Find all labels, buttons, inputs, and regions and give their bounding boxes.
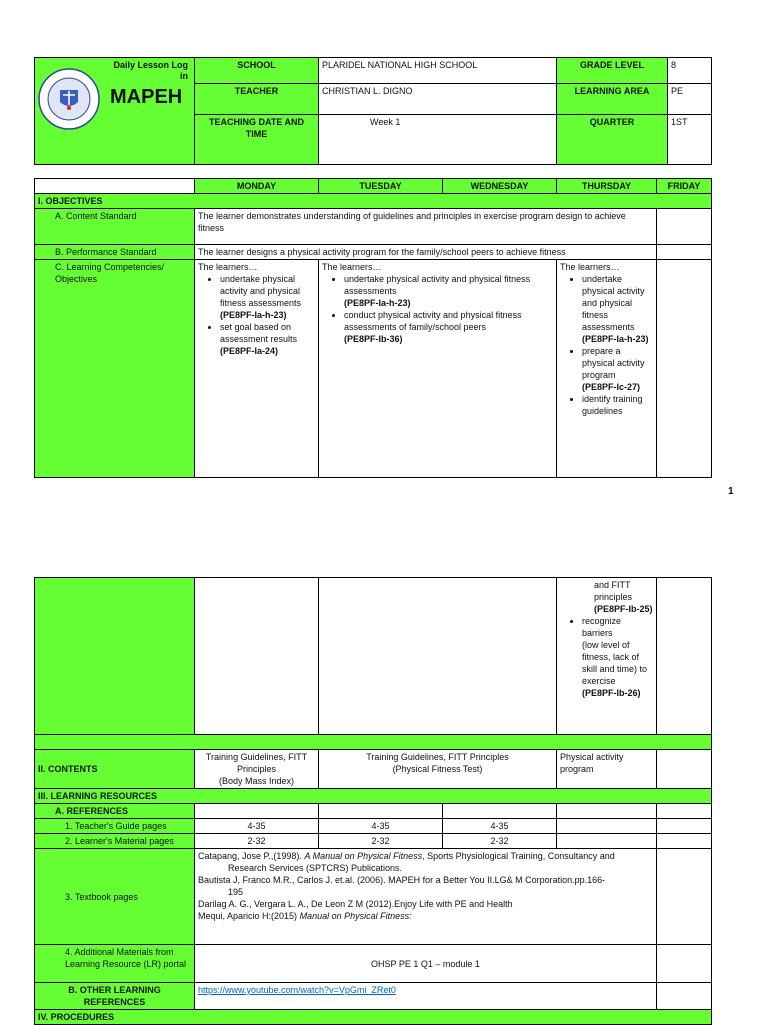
tg-pages-monday: 4-35 [195,819,319,834]
contents-monday: Training Guidelines, FITT Principles (Body Mass Index) [195,750,319,789]
list-item: • undertake physical activity and physical fitness assessments (PE8PF-Ia-h-23) [220,273,315,321]
references-heading: A. REFERENCES [35,804,195,819]
performance-standard-text: The learner designs a physical activity program for the family/school peers to achieve fitness [195,245,657,260]
day-thursday: THURSDAY [557,179,657,194]
tg-pages-tuesday: 4-35 [319,819,443,834]
day-wednesday: WEDNESDAY [443,179,557,194]
school-value: PLARIDEL NATIONAL HIGH SCHOOL [319,58,557,84]
list-item: • conduct physical activity and physical fitness assessments of family/school peers (PE8PF-Ib-36) [344,309,553,345]
performance-standard-label: B. Performance Standard [35,245,195,260]
quarter-value: 1ST [668,114,712,164]
resources-heading: III. LEARNING RESOURCES [35,789,712,804]
date-label: TEACHING DATE AND TIME [195,114,319,164]
list-item: • identify training guidelines [582,393,653,417]
subject-title: MAPEH [110,86,183,108]
area-value: PE [668,84,712,114]
contents-tue-wed: Training Guidelines, FITT Principles (Physical Fitness Test) [319,750,557,789]
header-logo-cell [35,58,195,165]
date-value: Week 1 [370,116,401,127]
lm-pages-tuesday: 2-32 [319,834,443,849]
quarter-label: QUARTER [557,114,668,164]
lm-pages-label: 2. Learner's Material pages [35,834,195,849]
page-number: 1 [728,486,734,497]
objectives-table [34,178,712,478]
thursday-competencies-cont: and FITT principles (PE8PF-Ib-25) • recognize barriers (low level of fitness, lack of skill and time) to exercise (PE8PF-Ib-26) [557,578,657,735]
day-tuesday: TUESDAY [319,179,443,194]
teacher-value: CHRISTIAN L. DIGNO [319,84,557,114]
tg-pages-label: 1. Teacher's Guide pages [35,819,195,834]
monday-competencies: The learners… • undertake physical activity and physical fitness assessments (PE8PF-Ia-h-23) • set goal based on assessment results (PE8PF-Ia-24) [195,260,319,478]
day-monday: MONDAY [195,179,319,194]
additional-materials-value: OHSP PE 1 Q1 – module 1 [195,945,657,983]
title-line2: in [180,71,188,81]
objectives-heading: I. OBJECTIVES [35,194,712,209]
tg-pages-wednesday: 4-35 [443,819,557,834]
procedures-heading: IV. PROCEDURES [35,1010,712,1025]
content-standard-label: A. Content Standard [35,209,195,245]
tuesday-competencies: The learners… • undertake physical activity and physical fitness assessments (PE8PF-Ia-h-23) • conduct physical activity and physical fitness assessments of family/school peers (PE8PF-Ib-36) [319,260,557,478]
grade-value: 8 [668,58,712,84]
additional-materials-label: 4. Additional Materials from Learning Resource (LR) portal [35,945,195,983]
lesson-table-page2 [34,577,712,1025]
day-friday: FRIDAY [657,179,712,194]
other-references-link[interactable]: https://www.youtube.com/watch?v=VpGmi_ZRet0 [198,985,396,995]
lm-pages-wednesday: 2-32 [443,834,557,849]
thursday-competencies: The learners… • undertake physical activity and physical fitness assessments (PE8PF-Ia-h-23) • prepare a physical activity program (PE8PF-Ic-27) • identify training guidelines [557,260,657,478]
lm-pages-monday: 2-32 [195,834,319,849]
list-item: • set goal based on assessment results (PE8PF-Ia-24) [220,321,315,357]
list-item: • recognize barriers (low level of fitness, lack of skill and time) to exercise (PE8PF-Ib-26) [582,615,653,699]
area-label: LEARNING AREA [557,84,668,114]
list-item: • undertake physical activity and physical fitness assessments (PE8PF-Ia-h-23) [344,273,553,309]
other-references-label: B. OTHER LEARNING REFERENCES [35,983,195,1010]
textbook-pages-text: Catapang, Jose P.,(1998). A Manual on Physical Fitness, Sports Physiological Training, Consultancy and Research Services (SPTCRS) Publications. Bautista J, Franco M.R., Carlos J. et.al. (2006). MAPEH for a Better You II.LG& M Corporation.pp.166- 195 Darilag A. G., Vergara L. A., De Leon Z M (2012).Enjoy Life with PE and Health Mequi, Aparicio H:(2015) Manual on Physical Fitness: [195,849,657,945]
textbook-pages-label: 3. Textbook pages [35,849,195,945]
teacher-label: TEACHER [195,84,319,114]
school-label: SCHOOL [195,58,319,84]
competencies-label: C. Learning Competencies/ Objectives [35,260,195,478]
grade-label: GRADE LEVEL [557,58,668,84]
header-table [34,57,712,165]
content-standard-text: The learner demonstrates understanding of guidelines and principles in exercise program design to achieve fitness [195,209,657,245]
list-item: • prepare a physical activity program (PE8PF-Ic-27) [582,345,653,393]
contents-thursday: Physical activity program [557,750,657,789]
title-line1: Daily Lesson Log [113,60,188,70]
list-item: • undertake physical activity and physical fitness assessments (PE8PF-Ia-h-23) [582,273,653,345]
contents-heading: II. CONTENTS [35,750,195,789]
